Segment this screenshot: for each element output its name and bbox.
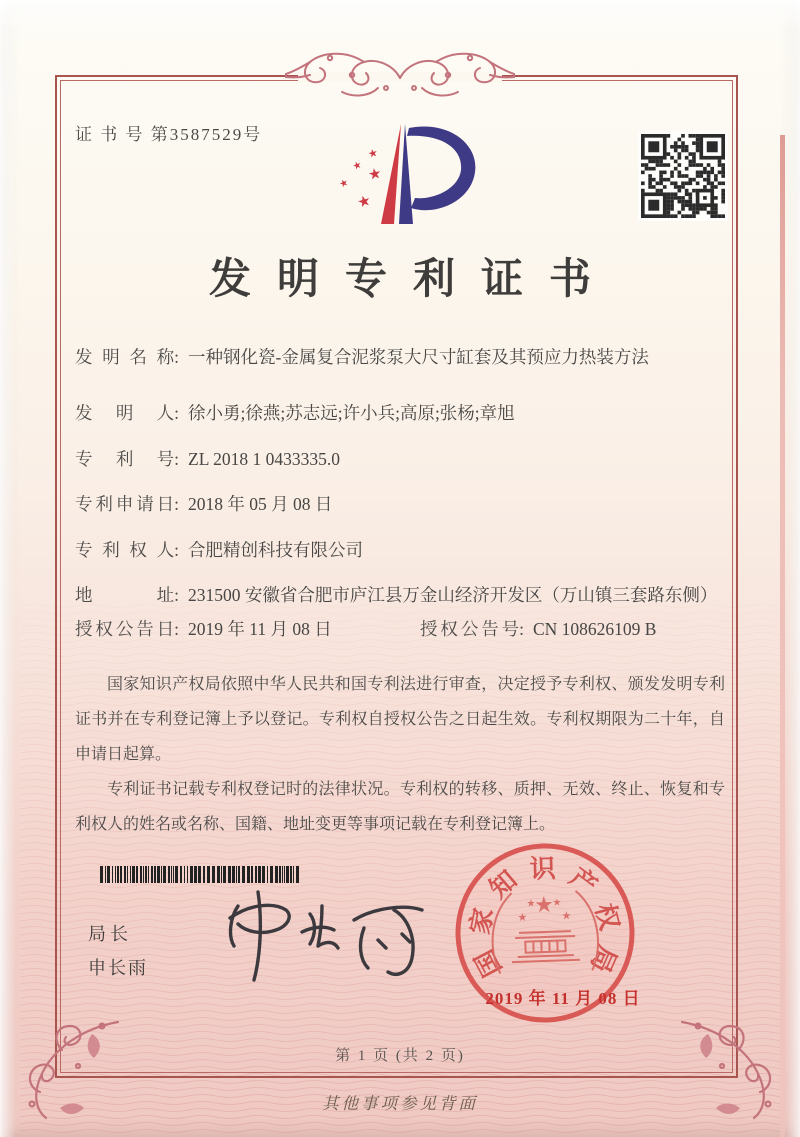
svg-text:★: ★	[337, 177, 351, 191]
barcode-bar	[255, 866, 257, 883]
svg-text:识: 识	[529, 854, 557, 884]
svg-text:★: ★	[366, 145, 380, 161]
barcode-bar	[120, 866, 122, 883]
barcode-bar	[161, 866, 162, 883]
barcode-bar	[286, 866, 289, 883]
field-label: 专 利 申 请 日:	[75, 494, 179, 515]
field-value: 徐小勇;徐燕;苏志远;许小兵;高原;张杨;章旭	[188, 403, 515, 424]
director-name: 申长雨	[88, 958, 148, 978]
barcode-bar	[258, 866, 261, 883]
barcode-icon	[100, 866, 300, 883]
svg-text:★: ★	[355, 190, 374, 212]
barcode-bar	[115, 866, 116, 883]
svg-text:★: ★	[517, 910, 528, 924]
barcode-bar	[145, 866, 147, 883]
field-row	[75, 492, 727, 517]
barcode-bar	[171, 866, 172, 883]
barcode-bar	[198, 866, 201, 883]
barcode-bar	[262, 866, 265, 883]
photo-edge-right	[786, 0, 800, 1137]
barcode-bar	[175, 866, 178, 883]
barcode-bar	[242, 866, 245, 883]
field-label: 授 权 公 告 日:	[75, 619, 179, 640]
barcode-bar	[154, 866, 156, 883]
barcode-bar	[290, 866, 292, 883]
fields-block	[75, 345, 727, 663]
legal-paragraphs	[75, 668, 725, 842]
svg-text:产: 产	[564, 862, 603, 902]
field-label: 专 利 权 人:	[75, 539, 179, 560]
barcode-bar	[203, 866, 205, 883]
field-row	[75, 538, 727, 563]
barcode-bar	[173, 866, 174, 883]
legal-paragraph-2: 专利证书记载专利权登记时的法律状况。专利权的转移、质押、无效、终止、恢复和专利权人的姓名或名称、国籍、地址变更等事项记载在专利登记簿上。	[75, 780, 725, 833]
field-row	[75, 345, 727, 370]
photo-edge-left	[0, 0, 16, 1137]
barcode-bar	[157, 866, 160, 883]
certificate-number: 证 书 号 第3587529号	[75, 125, 263, 144]
barcode-bar	[238, 866, 240, 883]
barcode-bar	[163, 866, 166, 883]
barcode-bar	[140, 866, 142, 883]
svg-text:权: 权	[589, 900, 625, 934]
field-label: 专 利 号:	[75, 448, 179, 469]
barcode-bar	[143, 866, 144, 883]
page-indicator: 第 1 页 (共 2 页)	[335, 1048, 465, 1064]
svg-text:★: ★	[552, 897, 562, 909]
svg-text:★: ★	[526, 898, 536, 910]
svg-text:★: ★	[351, 159, 364, 173]
barcode-bar	[136, 866, 138, 883]
barcode-bar	[117, 866, 119, 883]
svg-text:国: 国	[469, 944, 508, 982]
grant-number-pair	[420, 617, 727, 642]
grant-number-value: CN 108626109 B	[533, 619, 657, 640]
field-row	[75, 583, 727, 608]
barcode-bar	[100, 866, 103, 883]
cnipa-logo-icon	[323, 118, 481, 238]
barcode-bar	[124, 866, 126, 883]
barcode-bar	[293, 866, 294, 883]
barcode-bar	[251, 866, 253, 883]
barcode-bar	[168, 866, 170, 883]
barcode-bar	[105, 866, 106, 883]
seal-date: 2019 年 11 月 08 日	[485, 989, 641, 1008]
grant-date-pair	[75, 617, 420, 642]
director-signature-icon	[198, 884, 448, 988]
field-row	[75, 401, 727, 426]
barcode-bar	[275, 866, 278, 883]
barcode-bar	[247, 866, 250, 883]
field-label: 发 明 名 称:	[75, 347, 179, 367]
qr-code-icon	[638, 131, 728, 221]
svg-text:★: ★	[561, 909, 572, 923]
svg-text:★: ★	[366, 163, 383, 184]
barcode-bar	[184, 866, 185, 883]
barcode-bar	[296, 866, 299, 883]
grant-date-value: 2019 年 11 月 08 日	[188, 619, 332, 640]
grant-row	[75, 617, 727, 642]
barcode-bar	[194, 866, 197, 883]
back-note: 其他事项参见背面	[322, 1094, 478, 1113]
barcode-bar	[190, 866, 193, 883]
barcode-bar	[284, 866, 285, 883]
barcode-bar	[130, 866, 131, 883]
photo-edge-top	[0, 0, 800, 30]
barcode-bar	[282, 866, 283, 883]
barcode-bar	[270, 866, 273, 883]
svg-text:局: 局	[584, 941, 623, 977]
barcode-bar	[187, 866, 188, 883]
field-label: 地 址:	[75, 584, 179, 605]
legal-paragraph-1: 国家知识产权局依照中华人民共和国专利法进行审查，决定授予专利权、颁发发明专利证书并在专利登记簿上予以登记。专利权自授权公告之日起生效。专利权期限为二十年，自申请日起算。	[75, 676, 725, 763]
barcode-bar	[232, 866, 235, 883]
field-value: 2018 年 05 月 08 日	[188, 494, 333, 515]
barcode-bar	[228, 866, 231, 883]
barcode-bar	[267, 866, 268, 883]
barcode-bar	[151, 866, 153, 883]
barcode-bar	[127, 866, 128, 883]
barcode-bar	[180, 866, 182, 883]
svg-text:家: 家	[465, 905, 499, 937]
field-value: ZL 2018 1 0433335.0	[188, 448, 340, 469]
barcode-bar	[236, 866, 237, 883]
barcode-bar	[207, 866, 210, 883]
field-label: 发 明 人:	[75, 403, 179, 424]
director-title: 局长	[88, 924, 132, 944]
field-value: 231500 安徽省合肥市庐江县万金山经济开发区（万山镇三套路东侧）	[188, 584, 718, 605]
barcode-bar	[112, 866, 113, 883]
barcode-bar	[217, 866, 220, 883]
svg-text:★: ★	[533, 892, 555, 919]
barcode-bar	[107, 866, 110, 883]
certificate-title: 发明专利证书	[208, 257, 617, 303]
field-row	[75, 447, 727, 472]
barcode-bar	[223, 866, 226, 883]
svg-text:知: 知	[483, 864, 523, 904]
field-label: 授 权 公 告 号:	[420, 619, 524, 640]
field-value: 一种钢化瓷-金属复合泥浆泵大尺寸缸套及其预应力热装方法	[188, 347, 649, 367]
barcode-bar	[212, 866, 215, 883]
barcode-bar	[132, 866, 135, 883]
barcode-bar	[221, 866, 222, 883]
barcode-bar	[148, 866, 149, 883]
barcode-bar	[279, 866, 281, 883]
field-value: 合肥精创科技有限公司	[188, 539, 363, 560]
